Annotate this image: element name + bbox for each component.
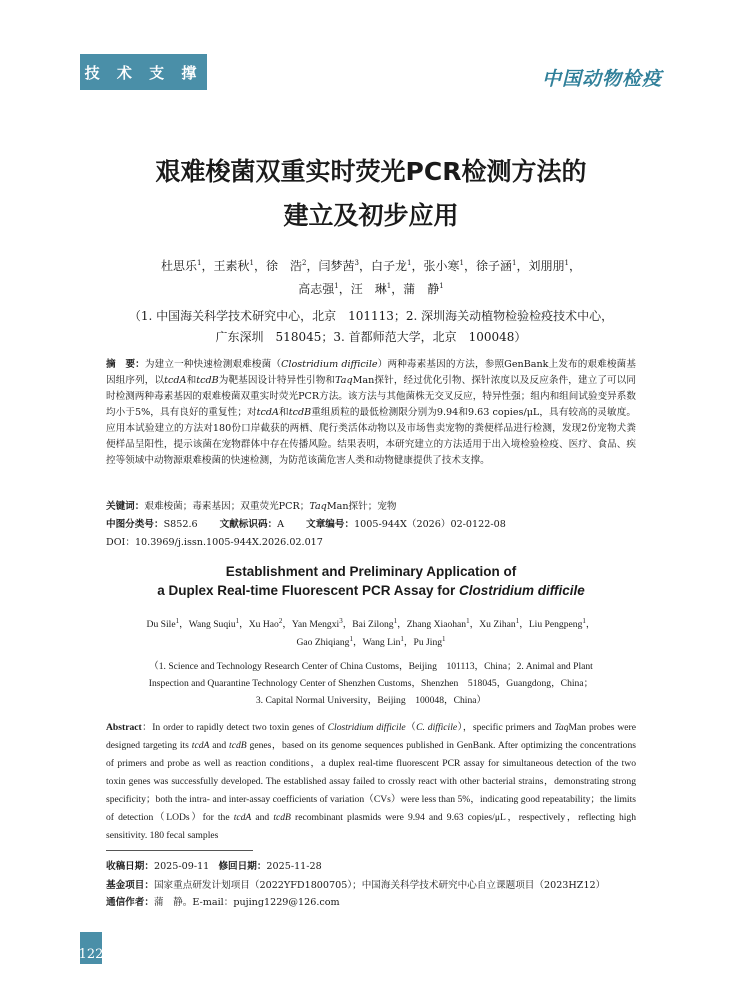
species-name: C. difficile (416, 722, 458, 733)
author-name: Du Sile (146, 619, 176, 631)
doi: DOI：10.3969/j.issn.1005-944X.2026.02.017 (106, 537, 323, 548)
fund-label: 基金项目： (106, 880, 154, 891)
footnote-dates (106, 858, 322, 876)
author-affiliation-marker: 1 (249, 259, 254, 267)
abstract-cn-text: 和 (186, 375, 197, 386)
author-affiliation-marker: 1 (386, 282, 392, 290)
author-affiliation-marker: 1 (349, 635, 353, 643)
authors-en-line2: Gao Zhiqiang$^1$，Wang Lin$^1$，Pu Jing$^1$ (296, 635, 446, 649)
abstract-en-text: Man probes were designed targeting its (106, 722, 637, 751)
clc-label: 中图分类号： (106, 519, 164, 530)
gene-name: tcdA (191, 740, 210, 751)
author-name: Bai Zilong (352, 619, 394, 631)
affiliation-cn-line2: 广东深圳 518045；3. 首都师范大学，北京 100048） (215, 330, 527, 344)
abstract-en-text: and (251, 812, 274, 823)
classification-row (106, 517, 506, 532)
author-affiliation-marker: 1 (407, 259, 412, 267)
keywords-text: Man探针；宠物 (326, 501, 397, 512)
title-cn-line2: 建立及初步应用 (283, 201, 459, 230)
gene-name: tcdB (288, 407, 312, 418)
doc-code-value: A (277, 519, 285, 530)
species-name: Clostridium difficile (281, 359, 378, 370)
abstract-en-text: genes，based on its genome sequences published in GenBank. After optimizing the concentrations of primers and probe as well as reaction conditions，a duplex real-time fluorescent PCR assay for simultaneous detection of the two toxin genes was successfully developed. The established assay failed to crossly react with other bacterial strains，demonstrating strong specificity；both the intra- and inter-assay coefficients of variation（CVs）were less than 5%，indicating good repeatability；the limits of detection（LODs）for the (106, 740, 636, 823)
received-date: 2025-09-11 (153, 861, 210, 872)
revised-date: 2025-11-28 (266, 861, 322, 872)
author-name: 高志强 (298, 282, 335, 296)
footnote-fund (106, 877, 605, 895)
abstract-en-text: In order to rapidly detect two toxin genes of (152, 722, 328, 733)
author-affiliation-marker: 2 (278, 617, 283, 625)
author-affiliation-marker: 1 (466, 617, 470, 625)
author-name: Pu Jing (413, 637, 443, 649)
author-affiliation-marker: 1 (334, 282, 339, 290)
author-name: Xu Hao (248, 619, 279, 631)
affiliation-cn-line1: （1. 中国海关科学技术研究中心，北京 101113；2. 深圳海关动植物检验检疫技术中心， (128, 309, 614, 323)
journal-logo: 中国动物检疫 (541, 68, 662, 90)
footnote-corresponding (106, 894, 340, 912)
abstract-cn-text: 和 (278, 407, 289, 418)
corresponding-text: 蒲 静。E-mail：pujing1229@126.com (153, 897, 340, 908)
author-name: 杜思乐 (161, 259, 198, 273)
author-affiliation-marker: 1 (235, 617, 240, 625)
author-affiliation-marker: 1 (459, 259, 464, 267)
author-name: Xu Zihan (479, 619, 516, 631)
author-name: 徐子涵 (476, 259, 513, 273)
author-name: 徐 浩 (266, 259, 303, 273)
abstract-en-text: recombinant plasmids were 9.94 and 9.63 copies/μL，respectively，reflecting high sensitivity. 180 fecal samples (106, 812, 636, 841)
author-name: 王素秋 (213, 259, 250, 273)
author-affiliation-marker: 1 (175, 617, 180, 625)
corresponding-label: 通信作者： (106, 897, 154, 908)
author-affiliation-marker: 1 (439, 282, 444, 290)
title-en-line2 (0, 581, 742, 600)
author-affiliation-marker: 1 (582, 617, 586, 625)
page-number: 122 (80, 932, 102, 964)
affiliation-en-line3: 3. Capital Normal University，Beijing 100048，China） (255, 695, 487, 706)
author-name: 张小寒 (423, 259, 460, 273)
author-affiliation-marker: 1 (515, 617, 520, 625)
author-affiliation-marker: 2 (302, 259, 307, 267)
author-affiliation-marker: 3 (354, 259, 359, 267)
author-affiliation-marker: 1 (564, 259, 569, 267)
species-name: Clostridium difficile (327, 722, 406, 733)
abstract-en-text: ），specific primers and (457, 722, 555, 733)
author-name: Gao Zhiqiang (296, 637, 350, 649)
doc-code-label: 文献标识码： (219, 519, 278, 530)
keywords-label: 关键词： (106, 501, 145, 512)
keywords-cn (106, 499, 397, 514)
abstract-en-text: and (209, 740, 230, 751)
abstract-cn-text: Man探针，经过优化引物、探针浓度以及反应条件，建立了可以同时检测两种毒素基因的艰难梭菌双重实时荧光PCR方法。该方法与其他菌株无交叉反应，特异性强；组内和组间试验变异系数均小于5%，具有良好的重复性；对 (106, 375, 637, 418)
abstract-cn-text: 为靶基因设计特异性引物和 (218, 375, 336, 386)
abstract-en-text: ： (141, 722, 153, 733)
taq-italic: Taq (309, 501, 327, 512)
revised-label: 修回日期： (218, 861, 267, 872)
author-name: Liu Pengpeng (528, 619, 583, 631)
abstract-cn-label: 摘 要： (106, 359, 145, 370)
authors-en-line1: Du Sile$^1$，Wang Suqiu$^1$，Xu Hao$^2$，Yan Mengxi$^3$，Bai Zilong$^1$，Zhang Xiaohan$^1$，Xu Zihan$^1$，Liu Pengpeng$^1$， (146, 617, 596, 631)
received-label: 收稿日期： (106, 861, 154, 872)
species-name: Clostridium difficile (459, 583, 585, 598)
taq-italic: Taq (335, 375, 353, 386)
author-affiliation-marker: 1 (400, 635, 404, 643)
fund-text: 国家重点研发计划项目（2022YFD1800705）；中国海关科学技术研究中心自立课题项目（2023HZ12） (153, 880, 606, 891)
title-en-text: a Duplex Real-time Fluorescent PCR Assay for (157, 583, 460, 598)
author-name: 蒲 静 (403, 282, 440, 296)
authors-cn-line1: 杜思乐$^1$，王素秋$^1$，徐 浩$^2$，闫梦茜$^3$，白子龙$^1$，张小寒$^1$，徐子涵$^1$，刘朋朋$^1$， (161, 259, 581, 273)
abstract-en (106, 719, 636, 845)
gene-name: tcdA (233, 812, 252, 823)
keywords-text: 艰难梭菌；毒素基因；双重荧光PCR； (144, 501, 310, 512)
author-name: Wang Suqiu (188, 619, 236, 631)
abstract-cn (106, 357, 636, 469)
abstract-en-text: （ (405, 722, 417, 733)
author-affiliation-marker: 3 (339, 617, 343, 625)
footnote-rule (106, 850, 253, 851)
author-affiliation-marker: 1 (442, 635, 446, 643)
abstract-cn-text: ）两种毒素基因的方法，参照GenBank上发布的艰难梭菌基因组序列，以 (106, 359, 636, 386)
author-name: 汪 琳 (350, 282, 387, 296)
article-no-value: 1005-944X（2026）02-0122-08 (354, 519, 506, 530)
title-cn-line1: 艰难梭菌双重实时荧光PCR检测方法的 (155, 157, 587, 186)
author-name: Wang Lin (362, 637, 401, 649)
taq-italic: Taq (554, 722, 569, 733)
gene-name: tcdA (256, 407, 279, 418)
author-name: 白子龙 (371, 259, 408, 273)
author-affiliation-marker: 1 (393, 617, 398, 625)
affiliation-en-line1: （1. Science and Technology Research Center of China Customs，Beijing 101113，China；2. Animal and Plant (149, 661, 593, 672)
affiliation-en-line2: Inspection and Quarantine Technology Center of Shenzhen Customs，Shenzhen 518045，Guangdong，China； (148, 678, 594, 689)
author-name: Zhang Xiaohan (406, 619, 467, 631)
author-name: 闫梦茜 (318, 259, 355, 273)
author-affiliation-marker: 1 (197, 259, 202, 267)
abstract-en-label: Abstract (106, 722, 142, 733)
section-tag: 技 术 支 撑 (80, 54, 207, 90)
authors-cn-line2: 高志强$^1$，汪 琳$^1$，蒲 静$^1$ (298, 282, 444, 296)
gene-name: tcdB (196, 375, 219, 386)
gene-name: tcdB (273, 812, 291, 823)
article-no-label: 文章编号： (306, 519, 355, 530)
gene-name: tcdB (229, 740, 247, 751)
abstract-cn-text: 重组质粒的最低检测限分别为9.94和9.63 copies/μL，具有较高的灵敏度。应用本试验建立的方法对180份口岸截获的两栖、爬行类活体动物以及市场售卖宠物的粪便样品进行检测，发现2份宠物犬粪便样品呈阳性，提示该菌在宠物群体中存在传播风险。结果表明，本研究建立的方法适用于出入境检验检疫、医疗、食品、疾控等领域中动物源艰难梭菌的快速检测，为防范该菌危害人类和动物健康提供了技术支撑。 (106, 407, 636, 466)
author-name: Yan Mengxi (291, 619, 340, 631)
title-en-line1: Establishment and Preliminary Application of (225, 564, 517, 579)
clc-value: S852.6 (163, 519, 198, 530)
abstract-cn-text: 为建立一种快速检测艰难梭菌（ (144, 359, 282, 370)
gene-name: tcdA (164, 375, 187, 386)
author-name: 刘朋朋 (528, 259, 565, 273)
author-affiliation-marker: 1 (512, 259, 517, 267)
